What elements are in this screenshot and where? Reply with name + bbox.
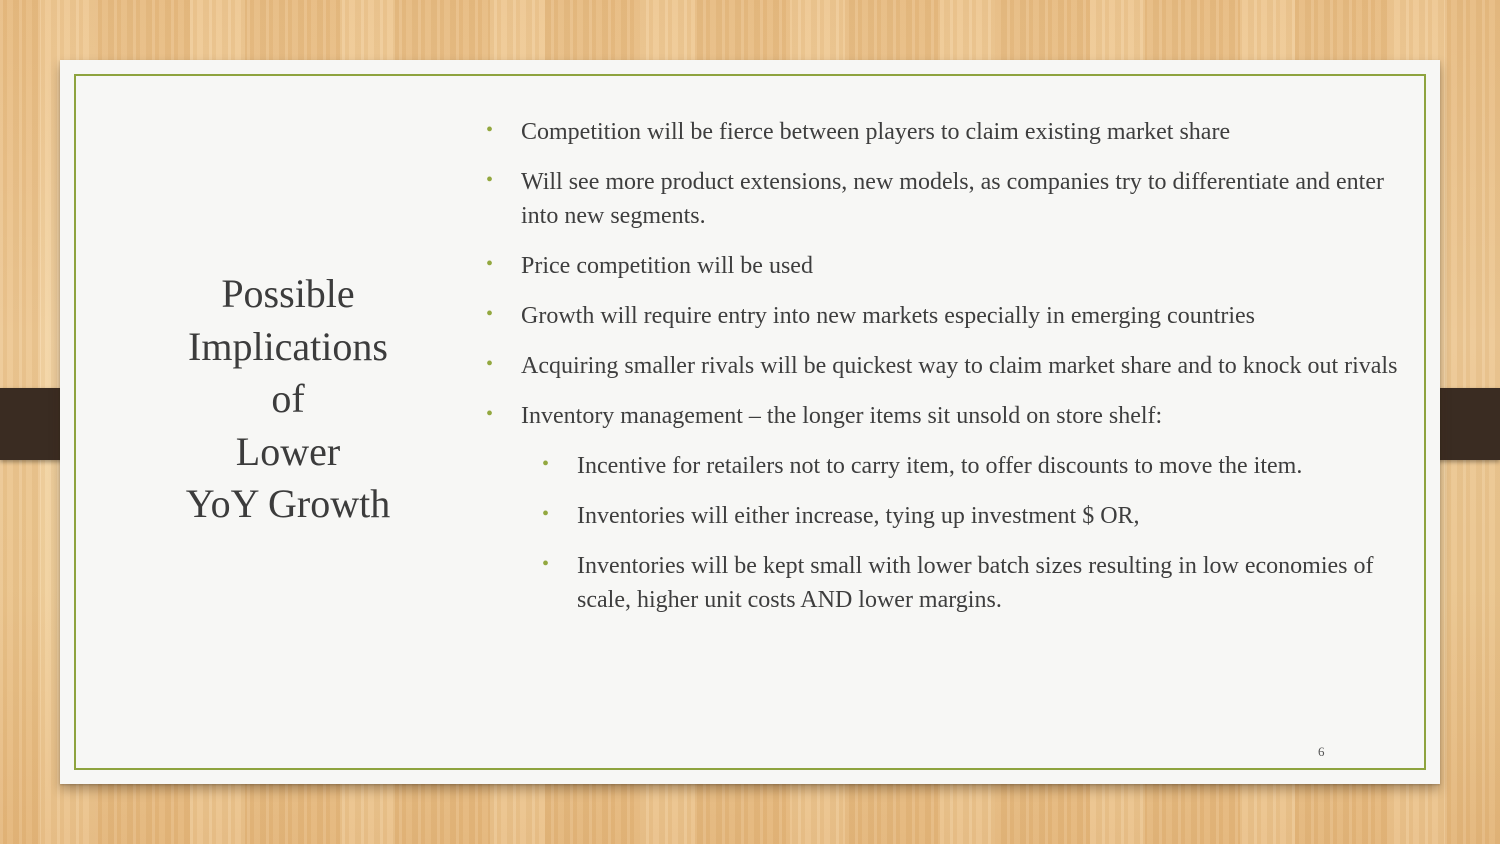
bullet-item [481, 249, 1401, 283]
bullet-item [481, 399, 1401, 433]
bullet-dot-icon: • [486, 119, 494, 141]
bullet-item [481, 115, 1401, 149]
bullet-dot-icon: • [542, 553, 550, 575]
bullet-dot-icon: • [486, 353, 494, 375]
bullet-text: Price competition will be used [521, 253, 813, 279]
sub-bullet-item [537, 549, 1401, 617]
bullet-dot-icon: • [486, 303, 494, 325]
slide-title [160, 268, 416, 531]
bullet-dot-icon: • [486, 169, 494, 191]
bullet-dot-icon: • [542, 453, 550, 475]
bullet-item [481, 299, 1401, 333]
sub-bullet-item [537, 499, 1401, 533]
page-number: 6 [1318, 744, 1325, 759]
bullet-text: Inventories will either increase, tying up investment $ OR, [577, 503, 1140, 529]
bullet-item [481, 349, 1401, 383]
bullet-text: Acquiring smaller rivals will be quickest way to claim market share and to knock out rivals [521, 353, 1398, 379]
bullet-item [481, 165, 1401, 233]
title-line: of [271, 376, 305, 421]
bullet-text: Inventories will be kept small with lower batch sizes resulting in low economies of scale, higher unit costs AND lower margins. [577, 553, 1374, 613]
title-line: Lower [235, 428, 341, 474]
bullet-text: Will see more product extensions, new models, as companies try to differentiate and enter into new segments. [521, 169, 1384, 229]
title-line: Possible [221, 271, 355, 316]
sub-bullet-item [537, 449, 1401, 483]
bullet-text: Growth will require entry into new markets especially in emerging countries [521, 303, 1256, 329]
title-line: Implications [188, 323, 388, 369]
bullet-text: Inventory management – the longer items sit unsold on store shelf: [521, 403, 1163, 429]
title-line: YoY Growth [185, 481, 391, 526]
slide [60, 60, 1440, 784]
bullet-dot-icon: • [486, 403, 494, 425]
bullet-list [481, 115, 1401, 633]
bullet-text: Competition will be fierce between players to claim existing market share [521, 119, 1231, 145]
bullet-dot-icon: • [542, 503, 550, 525]
bullet-text: Incentive for retailers not to carry item, to offer discounts to move the item. [577, 453, 1303, 479]
bullet-dot-icon: • [486, 253, 494, 275]
